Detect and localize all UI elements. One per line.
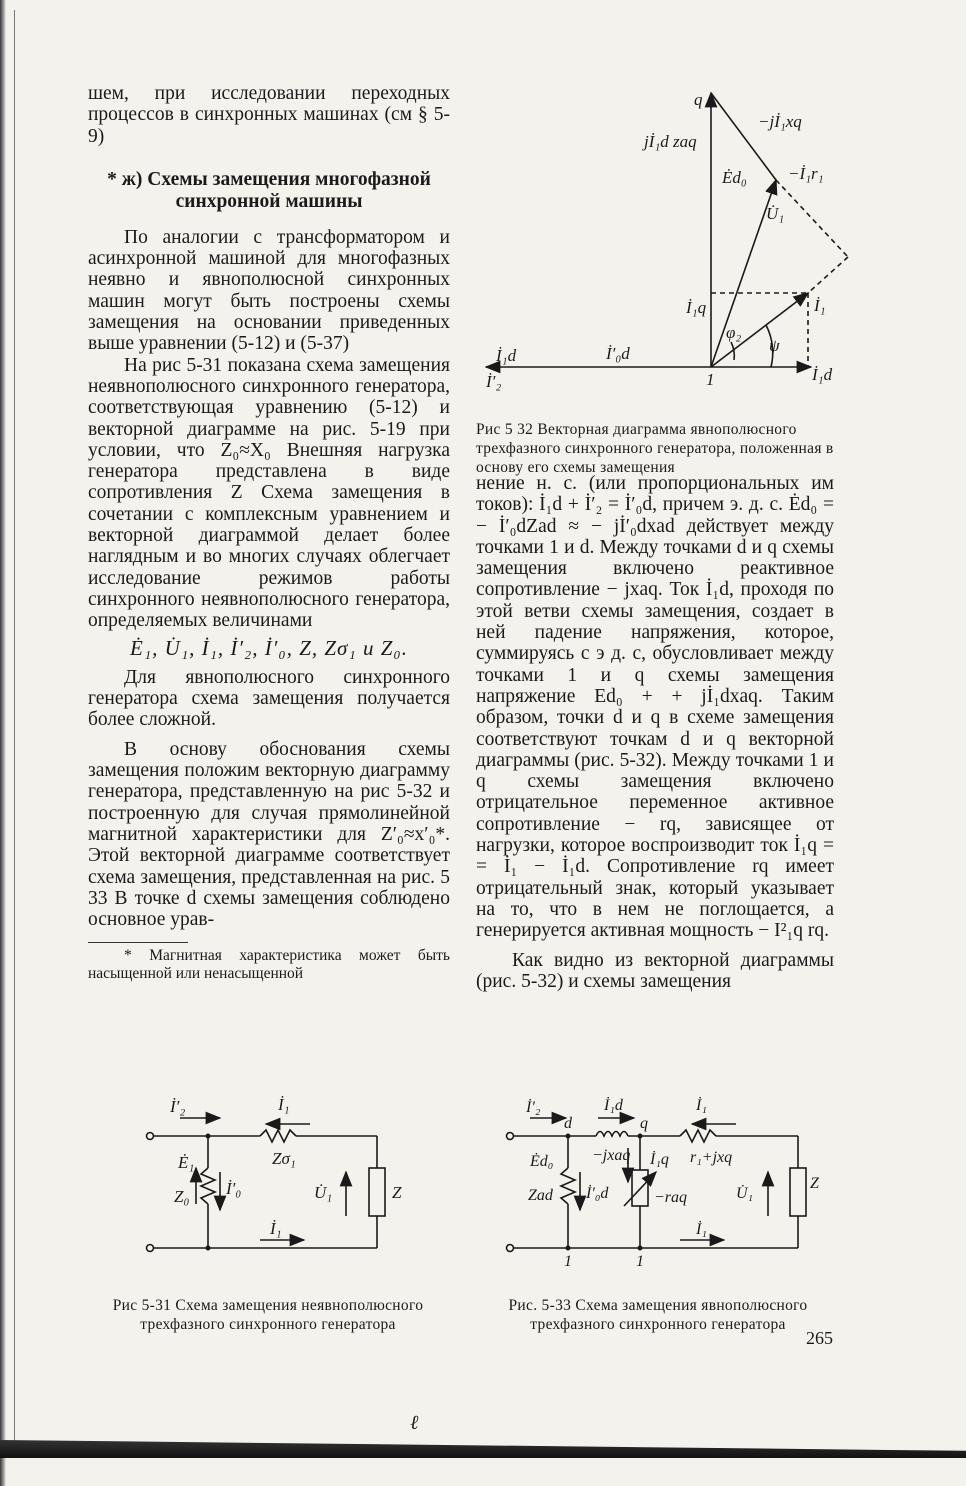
circuit-fig-31 — [140, 1088, 440, 1268]
page-number: 265 — [806, 1328, 833, 1348]
label-phi2: φ₂ — [726, 323, 742, 342]
label-e1: Ė₁ — [178, 1153, 195, 1172]
label-i2: İ′₂ — [526, 1099, 541, 1116]
junction — [206, 1134, 211, 1139]
label-i1q: İ₁q — [650, 1151, 669, 1168]
junction — [638, 1246, 643, 1251]
label-zad: Zad — [528, 1187, 553, 1204]
label-z: Z — [392, 1183, 402, 1202]
label-i1d: İ₁d — [604, 1097, 623, 1114]
resistor-z0 — [201, 1168, 215, 1204]
dashed-line — [808, 257, 848, 293]
paragraph: нение н. с. (или пропорциональных им токов): İ₁d + İ′₂ = İ′₀d, причем э. д. с. Ėd₀ = − İ′₀dZad ≈ − jİ′₀dxad действует между точками 1 и d. Между точками d и q схемы замещения включено реактивное сопротивление − jxaq. Ток İ₁d, проходя по этой ветви схемы замещения, создает в ней падение напряжения, которое, суммируясь с э д. с, обусловливает между точками 1 и q схемы замещения напряжение Ed₀ + + jİ₁dxaq. Таким образом, точки d и q в схеме замещения соответствуют точкам d и q векторной диаграммы (рис. 5-32). Между точками 1 и q схемы замещения включено отрицательное переменное активное сопротивление − rq, зависящее от нагрузки, которое воспроизводит ток İ₁q = = İ₁ − İ₁d. Сопротивление rq имеет отрицательный знак, который указывает на то, что в нем не поглощается, а генерируется активная мощность − I²₁q rq. — [476, 473, 834, 942]
junction — [566, 1246, 571, 1251]
label-q: q — [640, 1115, 648, 1132]
paragraph: В основу обоснования схемы замещения положим векторную диаграмму генератора, представленную на рис 5-32 и построенную для случая прямолинейной магнитной характеристики для Z′₀≈x′₀*. Этой векторной диаграмме соответствует схема замещения, представленная на рис. 5 33 В точке d схемы замещения соблюдено основное урав- — [88, 738, 450, 931]
caption-fig-32: Рис 5 32 Векторная диаграмма явнополюсного трехфазного синхронного генератора, положенная в основу его схемы замещения — [476, 420, 834, 476]
label-u1: U̇₁ — [314, 1183, 333, 1202]
circuit-fig-33 — [500, 1088, 830, 1268]
left-column — [88, 83, 450, 983]
label-i1: İ₁ — [814, 296, 826, 315]
label-i1r1: −İ₁r₁ — [788, 164, 824, 183]
label-point-1: 1 — [636, 1253, 644, 1268]
footnote: * Магнитная характеристика может быть насыщенной или ненасыщенной — [88, 947, 450, 983]
label-i0d: İ′₀d — [606, 344, 630, 363]
label-u1: U̇₁ — [736, 1185, 754, 1202]
label-psi: ψ — [769, 336, 780, 355]
junction — [206, 1246, 211, 1251]
scan-line — [14, 10, 15, 1450]
label-jI1dzaq: jİ₁d zaq — [644, 132, 697, 151]
label-ed0: Ėd₀ — [530, 1153, 554, 1170]
intro-text: шем, при исследовании переходных процессов в синхронных машинах (см § 5-9) — [88, 83, 450, 147]
label-zs1: Zσ₁ — [272, 1149, 296, 1168]
label-i1-bottom: İ₁ — [270, 1219, 282, 1238]
resistor-zad — [561, 1168, 575, 1204]
paragraph: Для явнополюсного синхронного генератора схема замещения получается более сложной. — [88, 666, 450, 731]
label-z0: Z₀ — [174, 1187, 190, 1206]
label-raq: −raq — [654, 1189, 688, 1206]
label-r1jxq: r₁+jxq — [690, 1149, 733, 1166]
label-ed0: Ėd₀ — [722, 168, 747, 187]
caption-fig-33: Рис. 5-33 Схема замещения явнополюсного трехфазного синхронного генератора — [508, 1296, 808, 1333]
label-jxaq: −jxaq — [592, 1147, 631, 1164]
label-i1d-left: İ₁d — [496, 346, 517, 365]
label-point-1: 1 — [564, 1253, 572, 1268]
label-jI1xq: −jİ₁xq — [758, 112, 802, 131]
label-i1: İ₁ — [696, 1097, 707, 1114]
label-d: d — [564, 1115, 572, 1132]
resistor-zs1 — [260, 1130, 296, 1142]
label-i2: İ′₂ — [170, 1097, 186, 1116]
terminal — [147, 1133, 154, 1140]
label-i0: İ′₀ — [226, 1179, 242, 1198]
label-i1q: İ₁q — [686, 298, 707, 317]
section-heading: * ж) Схемы замещения многофазной синхронной машины — [107, 168, 431, 212]
label-i1d-right: İ₁d — [812, 365, 833, 384]
caption-fig-31: Рис 5-31 Схема замещения неявнополюсного трехфазного синхронного генератора — [112, 1296, 424, 1333]
paragraph: На рис 5-31 показана схема замещения неявнополюсного синхронного генератора, соответствующая уравнению (5-12) и векторной диаграмме на рис. 5-19 при условии, что Z₀≈X₀ Внешняя нагрузка генератора представлена в виде сопротивления Z Схема замещения в сочетании с комплексным уравнением и векторной диаграммой делает более наглядным и во многих случаях облегчает исследование режимов работы синхронного неявнополюсного генератора, определяемых величинами — [88, 354, 450, 632]
load-z — [790, 1168, 806, 1216]
label-i1-bottom: İ₁ — [696, 1221, 707, 1238]
label-point-1: 1 — [706, 370, 715, 389]
dashed-line — [776, 180, 848, 257]
paragraph: Как видно из векторной диаграммы (рис. 5-32) и схемы замещения — [476, 949, 834, 992]
resistor-r1 — [680, 1130, 716, 1142]
inductor-xaq — [596, 1132, 628, 1137]
terminal — [507, 1245, 514, 1252]
vector-diagram — [476, 75, 856, 395]
right-column — [476, 473, 834, 992]
scan-edge — [0, 0, 6, 1486]
junction-d — [566, 1134, 571, 1139]
formula: Ė₁, U̇₁, İ₁, İ′₂, İ′₀, Z, Zσ₁ и Z₀. — [130, 635, 408, 660]
junction-q — [638, 1134, 643, 1139]
label-i1: İ₁ — [278, 1095, 290, 1114]
label-z: Z — [810, 1175, 819, 1192]
jxq-line — [711, 93, 776, 180]
terminal — [507, 1133, 514, 1140]
scan-bottom-edge — [0, 1440, 966, 1458]
label-i2: İ′₂ — [486, 372, 502, 391]
label-i0d: İ′₀d — [586, 1185, 609, 1202]
paragraph: По аналогии с трансформатором и асинхронной машиной для многофазных неявно и явнополюсной синхронных машин могут быть построены схемы замещения на основании приведенных выше уравнении (5-12) и (5-37) — [88, 226, 450, 355]
terminal — [147, 1245, 154, 1252]
footnote-rule — [88, 942, 188, 943]
load-z — [369, 1168, 385, 1216]
label-q: q — [694, 90, 703, 109]
stray-mark: ℓ — [410, 1412, 419, 1434]
label-u1: U̇₁ — [766, 204, 785, 223]
